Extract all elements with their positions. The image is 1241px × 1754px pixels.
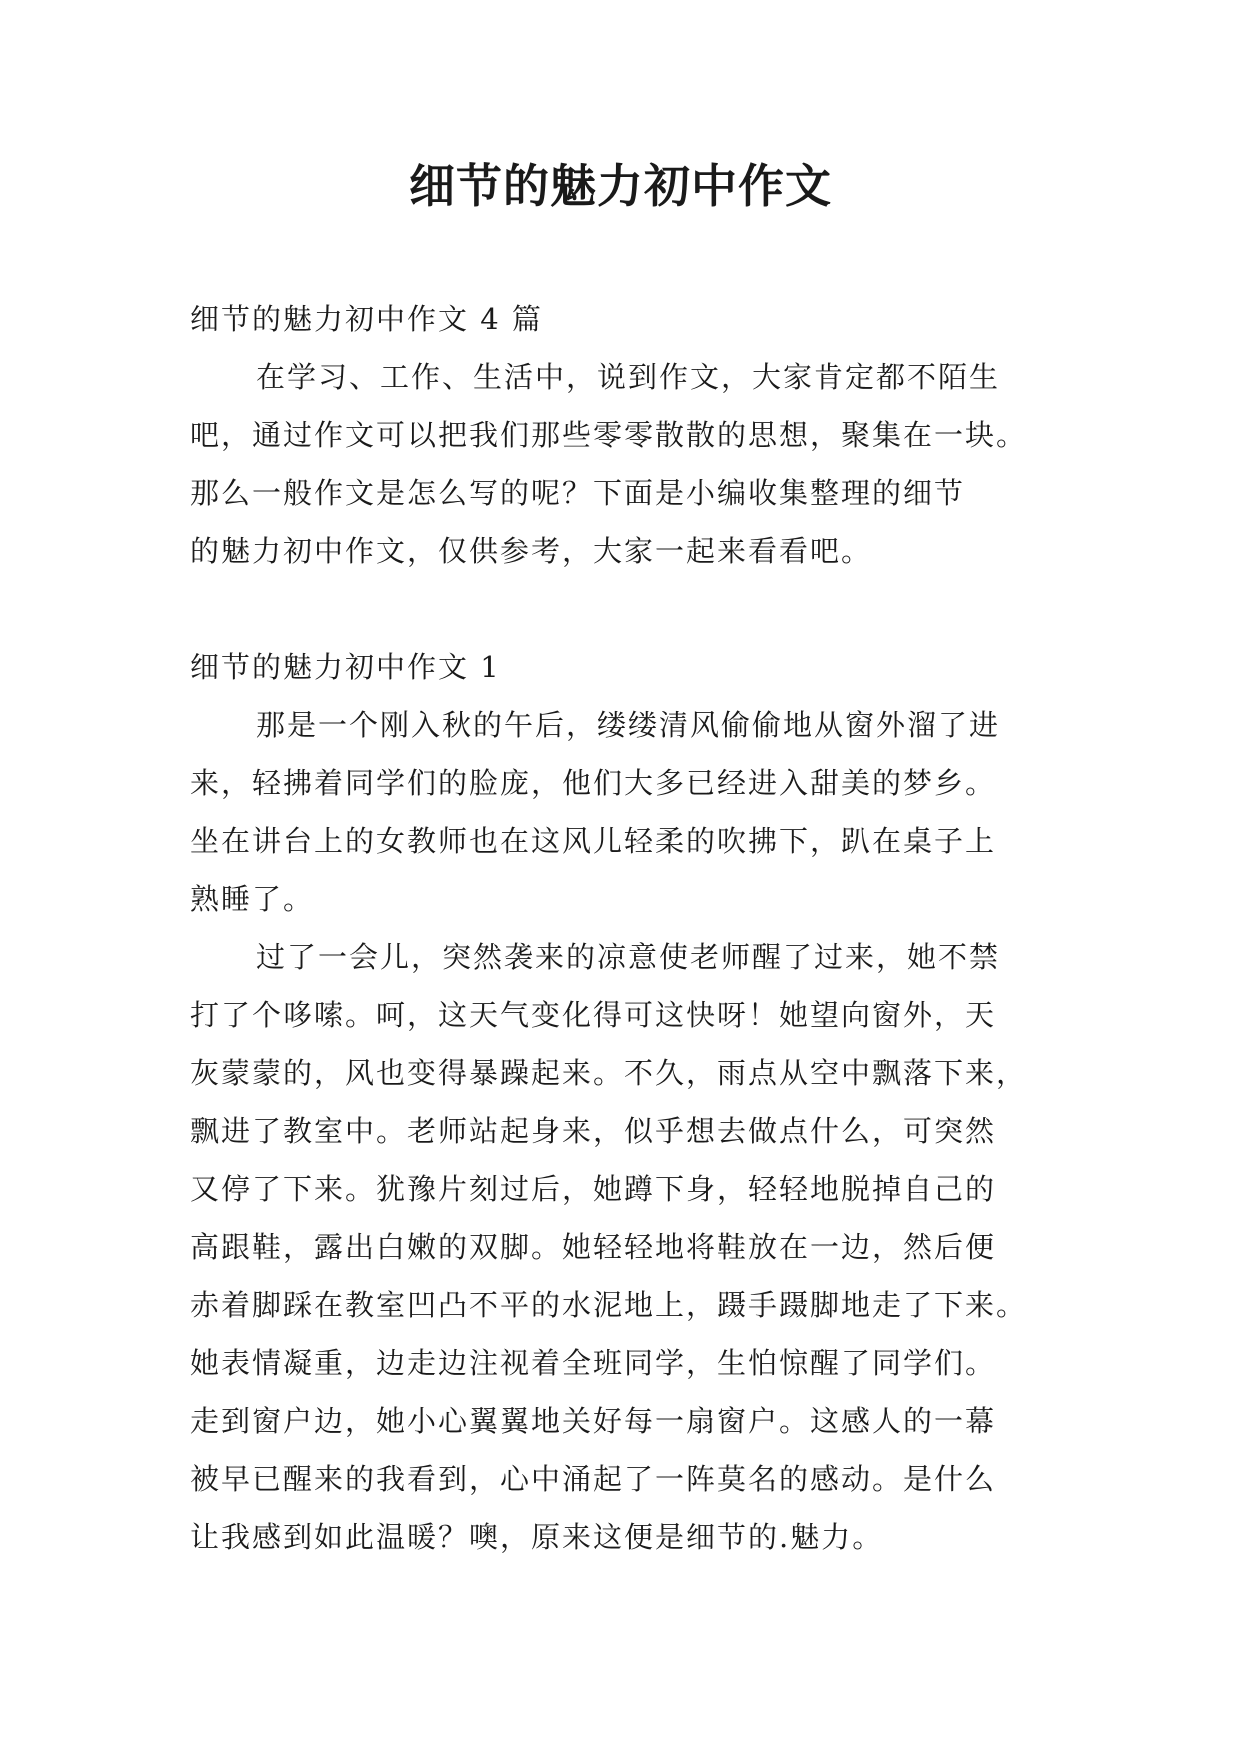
essay1-para2-line: 赤着脚踩在教室凹凸不平的水泥地上，蹑手蹑脚地走了下来。 — [190, 1288, 1028, 1322]
essay1-para2-line: 高跟鞋，露出白嫩的双脚。她轻轻地将鞋放在一边，然后便 — [190, 1230, 997, 1264]
intro-line: 吧，通过作文可以把我们那些零零散散的思想，聚集在一块。 — [190, 418, 1028, 452]
essay1-para2-line: 让我感到如此温暖？噢，原来这便是细节的.魅力。 — [190, 1520, 884, 1554]
essay1-para2-line: 灰蒙蒙的，风也变得暴躁起来。不久，雨点从空中飘落下来， — [190, 1056, 1028, 1090]
essay1-para2-line: 打了个哆嗦。呵，这天气变化得可这快呀！她望向窗外，天 — [190, 998, 997, 1032]
essay1-para2-line: 飘进了教室中。老师站起身来，似乎想去做点什么，可突然 — [190, 1114, 997, 1148]
intro-line: 在学习、工作、生活中，说到作文，大家肯定都不陌生 — [256, 360, 1001, 394]
essay1-para1-line: 那是一个刚入秋的午后，缕缕清风偷偷地从窗外溜了进 — [256, 708, 1001, 742]
section-gap — [190, 580, 1060, 638]
essay1-para2-line: 被早已醒来的我看到，心中涌起了一阵莫名的感动。是什么 — [190, 1462, 997, 1496]
intro-heading: 细节的魅力初中作文 4 篇 — [190, 302, 543, 336]
essay1-para2-line: 走到窗户边，她小心翼翼地关好每一扇窗户。这感人的一幕 — [190, 1404, 997, 1438]
essay1-para1-line: 坐在讲台上的女教师也在这风儿轻柔的吹拂下，趴在桌子上 — [190, 824, 997, 858]
essay1-para1-line: 来，轻拂着同学们的脸庞，他们大多已经进入甜美的梦乡。 — [190, 766, 997, 800]
essay1-para2-line: 她表情凝重，边走边注视着全班同学，生怕惊醒了同学们。 — [190, 1346, 997, 1380]
essay1-para2-line: 又停了下来。犹豫片刻过后，她蹲下身，轻轻地脱掉自己的 — [190, 1172, 997, 1206]
essay1-heading: 细节的魅力初中作文 1 — [190, 650, 501, 684]
intro-line: 那么一般作文是怎么写的呢？下面是小编收集整理的细节 — [190, 476, 966, 510]
essay1-para1-line: 熟睡了。 — [190, 882, 315, 916]
document-body — [190, 290, 1060, 1566]
document-title: 细节的魅力初中作文 — [409, 159, 832, 213]
intro-line: 的魅力初中作文，仅供参考，大家一起来看看吧。 — [190, 534, 873, 568]
essay1-para2-line: 过了一会儿，突然袭来的凉意使老师醒了过来，她不禁 — [256, 940, 1001, 974]
